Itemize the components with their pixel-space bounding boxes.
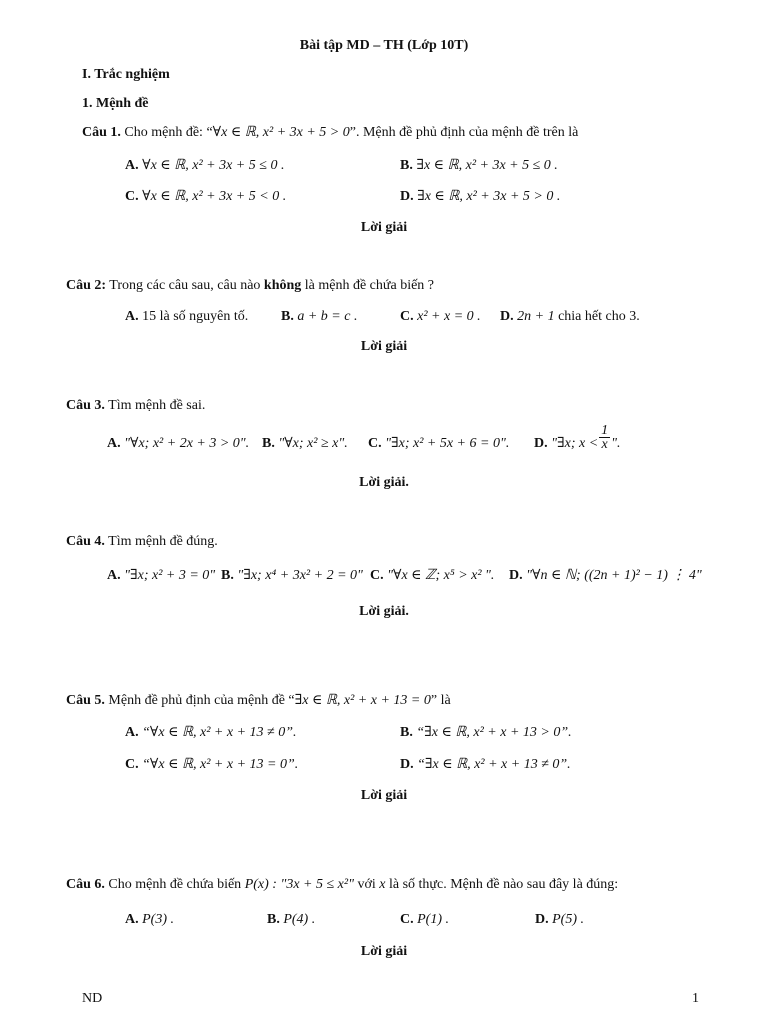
option-label: C.	[400, 912, 414, 927]
option-expression: ∃x ∈ ℝ, x² + 3x + 5 > 0 .	[417, 189, 561, 204]
option-label: A.	[125, 158, 139, 173]
question-6-text-before: Cho mệnh đề chứa biến	[104, 877, 245, 892]
option-expression: ∀x ∈ ℝ, x² + 3x + 5 < 0 .	[142, 189, 287, 204]
question-3-text: Tìm mệnh đề sai.	[104, 398, 206, 413]
option-label: B.	[221, 568, 234, 583]
question-2-text-after: là mệnh đề chứa biến ?	[301, 278, 435, 293]
question-3-stem	[66, 397, 205, 415]
option-expression: “∃x ∈ ℝ, x² + x + 13 > 0”.	[416, 725, 572, 740]
question-1-stem	[82, 124, 578, 142]
subsection-heading: 1. Mệnh đề	[82, 96, 149, 111]
footer-left: ND	[82, 991, 103, 1006]
question-5-option-d	[400, 756, 571, 774]
fraction-numerator: 1	[601, 423, 609, 439]
document-title: Bài tập MD – TH (Lớp 10T)	[299, 38, 469, 53]
question-6-option-c	[400, 911, 449, 929]
option-label: D.	[535, 912, 549, 927]
section-heading: I. Trắc nghiệm	[82, 67, 170, 82]
question-2-option-c	[400, 308, 481, 326]
question-6-text-mid: với	[353, 877, 380, 892]
question-6-option-d	[535, 911, 584, 929]
option-text: chia hết cho 3.	[554, 309, 640, 324]
question-6-expression: P(x) : "3x + 5 ≤ x²"	[244, 877, 354, 892]
question-4-solution-label: Lời giải.	[359, 604, 409, 619]
option-expression: x² + x = 0 .	[417, 309, 481, 324]
question-2-text-before: Trong các câu sau, câu nào	[106, 278, 264, 293]
option-expression: ∃x ∈ ℝ, x² + 3x + 5 ≤ 0 .	[416, 158, 558, 173]
question-6-option-b	[267, 911, 315, 929]
question-2-emphasis: không	[263, 278, 302, 293]
option-label: B.	[267, 912, 280, 927]
question-1-option-a	[125, 157, 284, 175]
question-5-option-c	[125, 756, 298, 774]
question-3-number: Câu 3.	[66, 398, 105, 413]
option-expression-after: ".	[611, 436, 621, 451]
option-label: D.	[509, 568, 523, 583]
question-6-solution-label: Lời giải	[360, 944, 408, 959]
question-4-option-a	[107, 567, 215, 585]
question-3-option-a	[107, 435, 249, 453]
option-label: C.	[368, 436, 382, 451]
option-expression: "∀x; x² + 2x + 3 > 0".	[124, 436, 250, 451]
question-5-stem	[66, 692, 451, 710]
option-expression: "∃x; x⁴ + 3x² + 2 = 0"	[237, 568, 363, 583]
question-6-variable: x	[379, 877, 386, 892]
page-number: 1	[692, 991, 699, 1006]
question-1-number: Câu 1.	[82, 125, 121, 140]
option-expression: a + b = c .	[297, 309, 358, 324]
question-2-solution-label: Lời giải	[360, 339, 408, 354]
option-label: B.	[400, 725, 413, 740]
option-expression: P(5) .	[552, 912, 585, 927]
option-expression: "∃x; x² + 3 = 0"	[124, 568, 216, 583]
question-2-option-a	[125, 308, 248, 326]
option-expression-before: "∃x; x <	[551, 436, 599, 451]
question-1-text-before: Cho mệnh đề: “	[120, 125, 213, 140]
option-expression: “∃x ∈ ℝ, x² + x + 13 ≠ 0”.	[417, 757, 571, 772]
option-expression: P(1) .	[417, 912, 450, 927]
question-4-option-b	[221, 567, 363, 585]
question-5-text-after: ” là	[430, 693, 451, 708]
question-5-solution-label: Lời giải	[360, 788, 408, 803]
question-4-number: Câu 4.	[66, 534, 105, 549]
option-label: C.	[125, 189, 139, 204]
question-3-option-c	[368, 435, 509, 453]
question-2-stem	[66, 277, 434, 295]
option-expression: “∀x ∈ ℝ, x² + x + 13 = 0”.	[142, 757, 299, 772]
question-5-option-b	[400, 724, 572, 742]
option-expression: "∀x ∈ ℤ; x⁵ > x² ".	[387, 568, 495, 583]
option-label: D.	[500, 309, 514, 324]
question-2-option-b	[281, 308, 357, 326]
option-expression: "∀x; x² ≥ x".	[278, 436, 348, 451]
fraction-denominator: x	[601, 437, 608, 453]
question-5-expression: ∃x ∈ ℝ, x² + x + 13 = 0	[294, 693, 431, 708]
question-5-option-a	[125, 724, 297, 742]
option-label: B.	[281, 309, 294, 324]
option-expression: "∀n ∈ ℕ; ((2n + 1)² − 1) ⋮ 4"	[526, 568, 702, 583]
fraction	[599, 424, 610, 451]
question-5-text-before: Mệnh đề phủ định của mệnh đề “	[104, 693, 295, 708]
question-3-option-b	[262, 435, 348, 453]
question-4-stem	[66, 533, 218, 551]
question-6-number: Câu 6.	[66, 877, 105, 892]
question-1-option-c	[125, 188, 286, 206]
question-2-number: Câu 2:	[66, 278, 107, 293]
option-label: B.	[262, 436, 275, 451]
question-6-option-a	[125, 911, 174, 929]
question-5-number: Câu 5.	[66, 693, 105, 708]
option-label: D.	[400, 757, 414, 772]
option-label: A.	[125, 309, 139, 324]
option-label: A.	[125, 912, 139, 927]
question-3-solution-label: Lời giải.	[359, 475, 409, 490]
question-4-option-d	[509, 567, 702, 585]
option-label: D.	[534, 436, 548, 451]
option-text: 15 là số nguyên tố.	[138, 309, 249, 324]
option-label: C.	[125, 757, 139, 772]
option-expression: 2n + 1	[517, 309, 555, 324]
option-label: C.	[370, 568, 384, 583]
option-label: C.	[400, 309, 414, 324]
option-label: A.	[107, 568, 121, 583]
option-label: A.	[107, 436, 121, 451]
question-1-option-b	[400, 157, 558, 175]
question-4-option-c	[370, 567, 494, 585]
question-1-expression: ∀x ∈ ℝ, x² + 3x + 5 > 0	[212, 125, 350, 140]
question-2-option-d	[500, 308, 640, 326]
option-expression: P(3) .	[142, 912, 175, 927]
option-label: A.	[125, 725, 139, 740]
question-6-text-after: là số thực. Mệnh đề nào sau đây là đúng:	[385, 877, 619, 892]
option-label: D.	[400, 189, 414, 204]
option-label: B.	[400, 158, 413, 173]
option-expression: ∀x ∈ ℝ, x² + 3x + 5 ≤ 0 .	[142, 158, 285, 173]
option-expression: P(4) .	[283, 912, 316, 927]
option-expression: "∃x; x² + 5x + 6 = 0".	[385, 436, 510, 451]
question-1-solution-label: Lời giải	[360, 220, 408, 235]
question-3-option-d	[534, 423, 621, 453]
question-6-stem	[66, 876, 618, 894]
option-expression: “∀x ∈ ℝ, x² + x + 13 ≠ 0”.	[142, 725, 297, 740]
question-1-option-d	[400, 188, 560, 206]
question-4-text: Tìm mệnh đề đúng.	[104, 534, 218, 549]
question-1-text-after: ”. Mệnh đề phủ định của mệnh đề trên là	[349, 125, 579, 140]
